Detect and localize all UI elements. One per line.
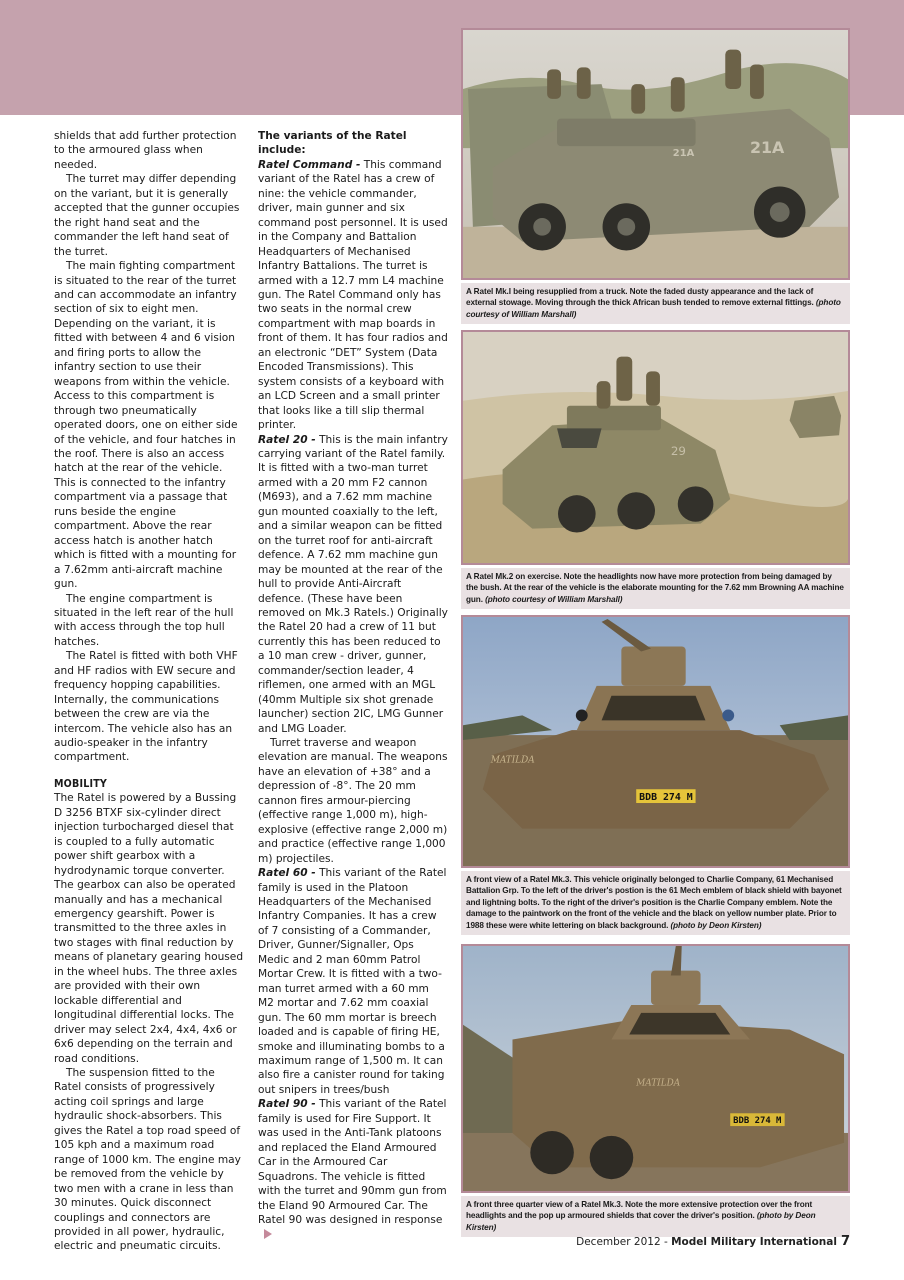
footer-magazine: Model Military International: [671, 1236, 837, 1248]
caption-credit: (photo courtesy of William Marshall): [485, 594, 623, 604]
continue-arrow-icon: [264, 1229, 272, 1239]
paragraph-ratel-20: [258, 433, 448, 737]
variant-name: Ratel 60 -: [258, 867, 316, 880]
page-number: 7: [840, 1234, 850, 1249]
vehicle-number: 29: [670, 443, 686, 458]
paragraph: The Ratel is powered by a Bussing D 3256 BTXF six-cylinder direct injection turbocharged diesel that is coupled to a fully automatic power shift gearbox with a hydrodynamic torque converter. The gearbox can also be operated manually and has a mechanical emergency gearshift. Power is transmitted to the three axles in two stages with final reduction by means of planetary gearing housed in the wheel hubs. The three axles are provided with their own lockable differential and longitudinal differential locks. The driver may select 2x4, 4x4, 4x6 or 6x6 depending on the terrain and road conditions.: [54, 792, 244, 1065]
caption-credit: (photo by Deon Kirsten): [670, 920, 762, 930]
caption-text: A front view of a Ratel Mk.3. This vehicle originally belonged to Charlie Company, 61 Mechanised Battalion Grp. To the left of the driver's postion is the 61 Mech emblem of black shield with bayonet and lightning bolts. To the right of the driver's position is the Charlie Company emblem. Note the damage to the paintwork on the front of the vehicle and the black on yellow number plate. Prior to 1988 these were white lettering on black background.: [466, 875, 842, 930]
variant-text: This variant of the Ratel family is used in the Platoon Headquarters of the Mechanised Infantry Companies. It has a crew of 7 consisting of a Commander, Driver, Gunner/Signaller, Ops Medic and 2 man 60mm Patrol Mortar Crew. It is fitted with a two-man turret armed with a 60 mm M2 mortar and 7.62 mm coaxial gun. The 60 mm mortar is breech loaded and is capable of firing HE, smoke and illuminating bombs to a maximum range of 1,500 m. It can also fire a canister round for taking out snipers in trees/bush: [258, 867, 447, 1096]
vehicle-number-small: 21A: [672, 147, 695, 159]
caption-text: A front three quarter view of a Ratel Mk.3. Note the more extensive protection over the front headlights and the pop up armoured shields that cover the driver's position.: [466, 1200, 813, 1221]
caption-photo-1: [461, 283, 850, 324]
paragraph: Turret traverse and weapon elevation are manual. The weapons have an elevation of +38° and a depression of -8°. The 20 mm cannon fires armour-piercing (effective range 1,000 m), high-explosive (effective range 2,000 m) and practice (effective range 1,000 m) projectiles.: [258, 737, 448, 865]
caption-text: A Ratel Mk.2 on exercise. Note the headlights now have more protection from being damaged by the bush. At the rear of the vehicle is the elaborate mounting for the 7.62 mm Browning AA machine gun.: [466, 572, 844, 604]
caption-photo-4: [461, 1196, 850, 1237]
vehicle-number: 21A: [750, 138, 785, 158]
number-plate: BDB 274 M: [733, 1116, 782, 1127]
paragraph-ratel-90: [258, 1097, 448, 1242]
paragraph: The suspension fitted to the Ratel consists of progressively acting coil springs and large hydraulic shock-absorbers. This gives the Ratel a top road speed of 105 kph and a maximum road range of 1000 km. The engine may be removed from the vehicle by two men with a crane in less than 30 minutes. Quick disconnect couplings and connectors are provided in all power, hydraulic, electric and pneumatic circuits.: [54, 1067, 241, 1253]
variant-text: This variant of the Ratel family is used for Fire Support. It was used in the Anti-Tank platoons and replaced the Eland Armoured Car in the Armoured Car Squadrons. The vehicle is fitted with the turret and 90mm gun from the Eland 90 Armoured Car. The Ratel 90 was designed in response: [258, 1098, 447, 1226]
number-plate: BDB 274 M: [639, 792, 693, 804]
variant-text: This is the main infantry carrying variant of the Ratel family. It is fitted with a two-man turret armed with a 20 mm F2 cannon (M693), and a 7.62 mm machine gun mounted coaxially to the left, and a similar weapon can be fitted on the turret roof for anti-aircraft defence. A 7.62 mm machine gun may be mounted at the rear of the hull to provide Anti-Aircraft defence. (These have been removed on Mk.3 Ratels.) Originally the Ratel 20 had a crew of 11 but currently this has been reduced to a 10 man crew - driver, gunner, commander/section leader, 4 riflemen, one armed with an MGL (40mm Multiple six shot grenade launcher) section 2IC, LMG Gunner and LMG Loader.: [258, 433, 448, 735]
page-footer: [576, 1234, 850, 1249]
caption-photo-3: [461, 871, 850, 935]
variant-name: Ratel Command -: [258, 158, 361, 171]
paragraph: The Ratel is fitted with both VHF and HF radios with EW secure and frequency hopping capabilities. Internally, the communications between the crew are via the intercom. The vehicle also has an audio-speaker in the infantry compartment.: [54, 650, 238, 764]
caption-text: A Ratel Mk.I being resupplied from a truck. Note the faded dusty appearance and the lack of external stowage. Moving through the thick African bush tended to remove external fittings.: [466, 287, 814, 308]
photo-ratel-mk3-front: [461, 615, 850, 868]
paragraph-ratel-command: [258, 158, 448, 433]
paragraph-ratel-60: [258, 866, 448, 1097]
paragraph: The turret may differ depending on the variant, but it is generally accepted that the gunner occupies the right hand seat and the commander the left hand seat of the turret.: [54, 173, 240, 258]
variant-name: Ratel 20 -: [258, 433, 316, 446]
section-heading-variants: The variants of the Ratel include:: [258, 130, 407, 157]
footer-date: December 2012 -: [576, 1236, 672, 1248]
caption-photo-2: [461, 568, 850, 609]
vehicle-name: MATILDA: [636, 1078, 681, 1089]
paragraph: shields that add further protection to the armoured glass when needed.: [54, 130, 237, 171]
vehicle-name: MATILDA: [490, 755, 535, 766]
caption-credit: (photo by Deon Kirsten): [466, 1211, 816, 1232]
text-column-2: [258, 129, 448, 1242]
photo-ratel-mk2: [461, 330, 850, 565]
paragraph: The main fighting compartment is situated to the rear of the turret and can accommodate an infantry section of six to eight men. Depending on the variant, it is fitted with between 4 and 6 vision and firing ports to allow the infantry section to use their weapons from within the vehicle. Access to this compartment is through two pneumatically operated doors, one on either side of the vehicle, and four hatches in the roof. There is also an access hatch at the rear of the vehicle. This is connected to the infantry compartment via a passage that runs beside the engine compartment. Above the rear access hatch is another hatch which is fitted with a mounting for a 7.62mm anti-aircraft machine gun.: [54, 260, 238, 591]
variant-text: This command variant of the Ratel has a crew of nine: the vehicle commander, driver, main gunner and six command post personnel. It is used in the Company and Battalion Headquarters of Mechanised Infantry Battalions. The turret is armed with a 12.7 mm L4 machine gun. The Ratel Command only has two seats in the normal crew compartment with map boards in front of them. It has four radios and an electronic “DET” System (Data Encoded Transmissions). This system consists of a keyboard with an LCD Screen and a small printer that looks like a till slip thermal printer.: [258, 158, 448, 432]
variant-name: Ratel 90 -: [258, 1098, 316, 1111]
section-heading-mobility: MOBILITY: [54, 777, 108, 790]
caption-credit: (photo courtesy of William Marshall): [466, 298, 841, 319]
photo-ratel-mk3-three-quarter: [461, 944, 850, 1193]
paragraph: The engine compartment is situated in the left rear of the hull with access through the top hull hatches.: [54, 592, 234, 648]
photo-ratel-mk1: [461, 28, 850, 280]
text-column-1: [54, 129, 244, 1254]
